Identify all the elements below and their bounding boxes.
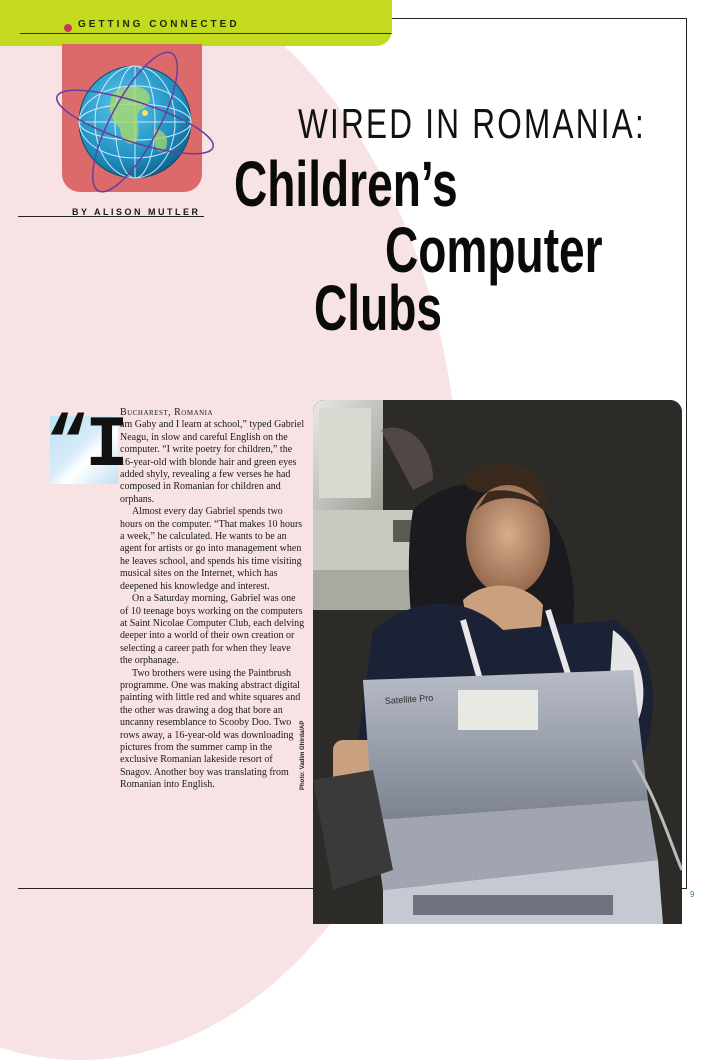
paragraph-4: Two brothers were using the Paintbrush programme. One was making abstract digital painting with little red and white squares and the other was drawing a dog that bore an uncanny resemblance to Scooby Doo. Two rows away, a 16-year-old was downloading pictures from the summer camp in the exclusive Romanian lakeside resort of Snagov. Another boy was translating from Romanian into English. (120, 667, 301, 791)
article-body (120, 407, 305, 792)
header-rule (20, 33, 392, 34)
globe-icon (50, 38, 220, 208)
title-line-computer: Computer (385, 214, 603, 286)
paragraph-1: am Gaby and I learn at school,” typed Gabriel Neagu, in slow and careful English on the computer. “I write poetry for children,” the 16-year-old with blonde hair and green eyes added shyly, revealing a few verses he had composed in Romanian for children and orphans. (120, 419, 305, 505)
byline: BY ALISON MUTLER (72, 207, 201, 217)
photo-illustration (313, 400, 682, 924)
paragraph-2: Almost every day Gabriel spends two hours on the computer. “That makes 10 hours a week,” he calculated. He wants to be an agent for artists or go into management when he leaves school, and spends his time visiting musical sites on the Internet, which has deepened his knowledge and interest. (120, 506, 303, 592)
title-kicker: WIRED IN ROMANIA: (298, 100, 647, 147)
section-label: GETTING CONNECTED (78, 19, 240, 30)
title-line-childrens: Children’s (234, 148, 458, 220)
paragraph-3: On a Saturday morning, Gabriel was one of 10 teenage boys working on the computers at Saint Nicolae Computer Club, each delving deeper into a world of their own creation or selecting a career path for when they leave the orphanage. (120, 593, 305, 667)
bullet-icon (64, 24, 72, 32)
photo-credit: Photo: Vadim Ghirda/AP (300, 720, 306, 790)
page-number: 9 (690, 890, 695, 899)
dropcap: “I (46, 405, 125, 487)
frame-top-rule (392, 18, 686, 19)
globe-illustration (62, 44, 202, 192)
article-photo (313, 400, 682, 924)
title-line-clubs: Clubs (314, 272, 443, 344)
laptop-label-text: Satellite Pro (384, 692, 434, 706)
dateline: Bucharest, Romania (120, 407, 214, 418)
